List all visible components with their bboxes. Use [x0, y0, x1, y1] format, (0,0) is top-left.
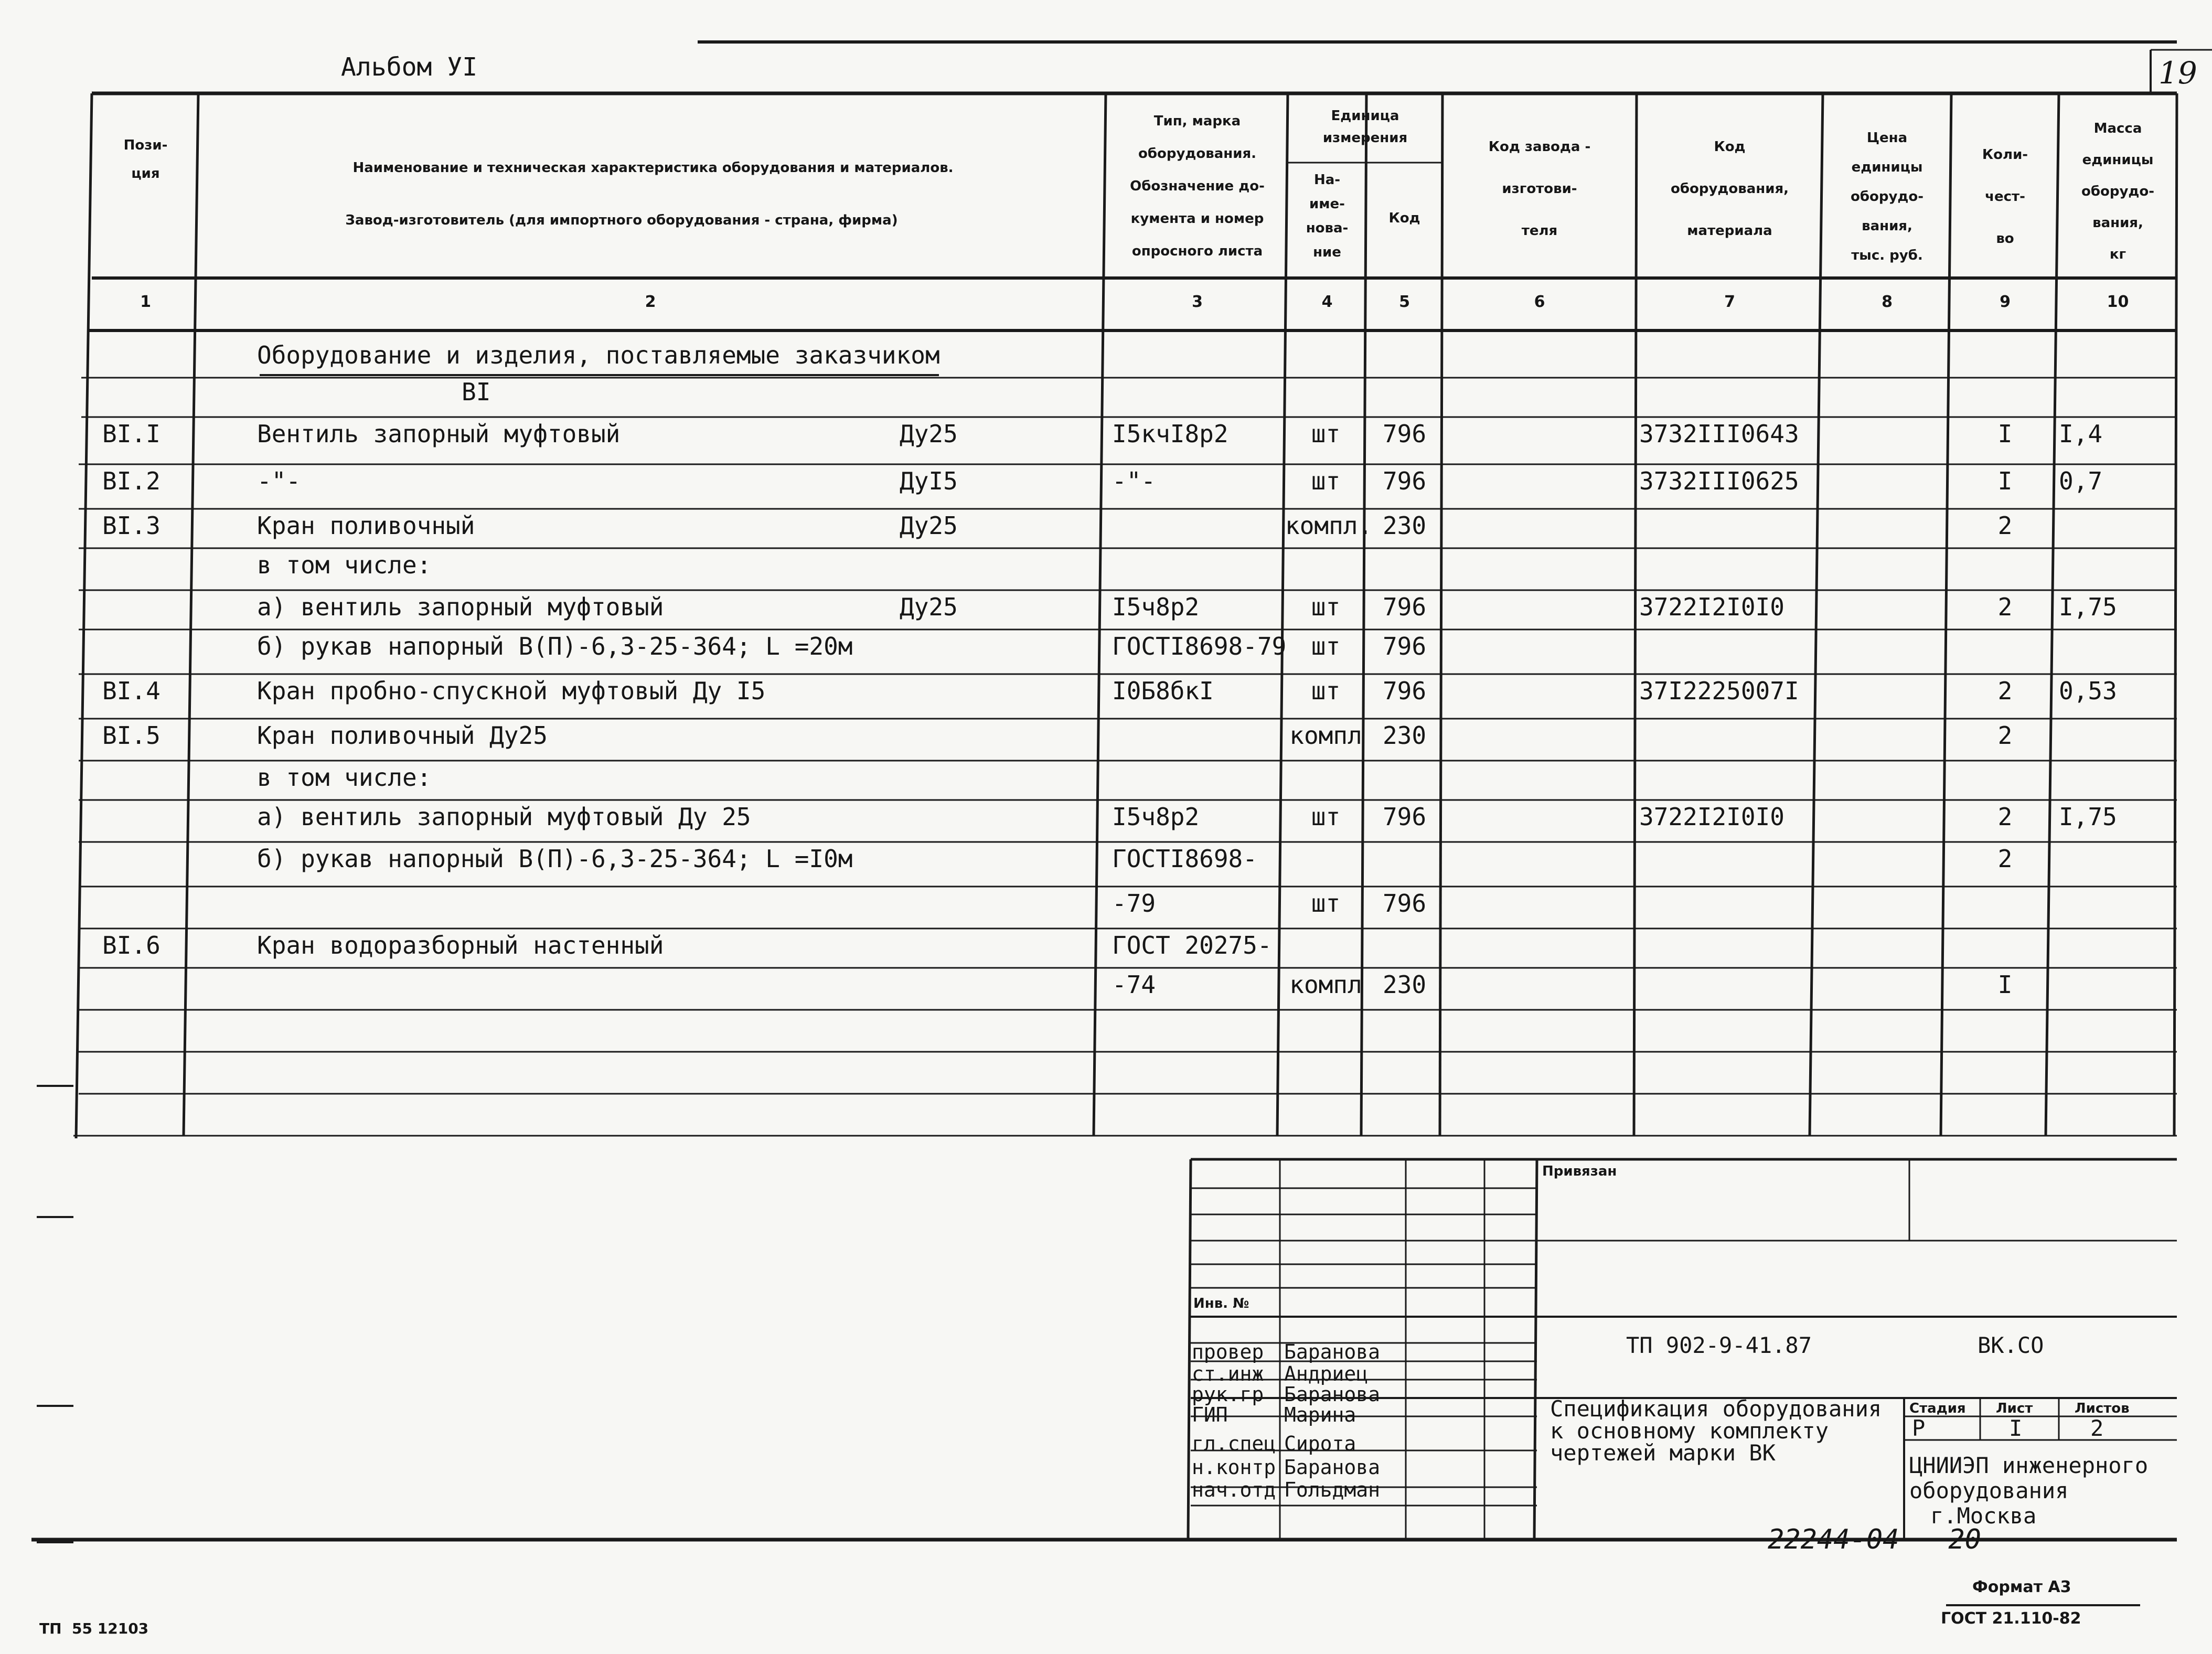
- format-label: Формат А3: [1972, 1578, 2071, 1596]
- cell-qty: I: [1997, 467, 2013, 495]
- role-name: Баранова: [1284, 1340, 1381, 1363]
- inv-no-label: Инв. №: [1193, 1296, 1249, 1311]
- tp-label: ТП 55 12103: [39, 1620, 149, 1637]
- cell-code: 230: [1382, 511, 1427, 540]
- cell-type: I5кчI8р2: [1112, 420, 1228, 448]
- cell-name: ВI: [462, 378, 491, 406]
- cell-pos: ВI.I: [102, 420, 161, 448]
- header-col1: Пози- ция: [123, 137, 168, 182]
- cell-name: Вентиль запорный муфтовый: [257, 420, 621, 448]
- cell-qty: 2: [1997, 845, 2013, 873]
- sheets-value: 2: [2090, 1415, 2104, 1441]
- cell-code: 796: [1382, 467, 1427, 495]
- cell-type: -79: [1112, 889, 1156, 917]
- role-name: Сирота: [1284, 1432, 1356, 1455]
- cell-dn: Ду25: [900, 593, 958, 621]
- cell-unit: шт: [1311, 803, 1341, 831]
- header-col8: Цена единицы оборудо- вания, тыс. руб.: [1850, 130, 1924, 263]
- cell-code: 230: [1382, 970, 1427, 999]
- cell-pos: ВI.2: [102, 467, 161, 495]
- role-label: ст.инж: [1192, 1362, 1264, 1385]
- role-label: ГИП: [1192, 1403, 1228, 1426]
- cell-qty: 2: [1997, 677, 2013, 705]
- cell-code: 796: [1382, 677, 1427, 705]
- cell-qty: 2: [1997, 511, 2013, 540]
- cell-name: б) рукав напорный В(П)-6,3-25-364; L =I0м: [257, 845, 853, 873]
- cell-type: I5ч8р2: [1112, 803, 1200, 831]
- privyazan-label: Привязан: [1542, 1164, 1617, 1179]
- cell-name: Кран поливочный: [257, 511, 475, 540]
- header-col10: Масса единицы оборудо- вания, кг: [2081, 121, 2155, 262]
- stage-value: Р: [1912, 1415, 1926, 1441]
- cell-unit: шт: [1311, 420, 1341, 448]
- colnum-3: 3: [1192, 293, 1203, 311]
- cell-pos: ВI.6: [102, 931, 161, 959]
- cell-pos: ВI.4: [102, 677, 161, 705]
- role-label: рук.гр: [1192, 1383, 1264, 1406]
- role-name: Гольдман: [1284, 1478, 1381, 1501]
- colnum-1: 1: [140, 293, 151, 311]
- cell-equip-code: 3722I2I0I0: [1639, 593, 1784, 621]
- colnum-10: 10: [2107, 293, 2129, 311]
- cell-type: ГОСТI8698-: [1112, 845, 1257, 873]
- cell-qty: 2: [1997, 593, 2013, 621]
- role-name: Баранова: [1284, 1456, 1381, 1479]
- project-code: ТП 902-9-41.87: [1626, 1332, 1812, 1358]
- role-label: н.контр: [1192, 1456, 1276, 1479]
- sheet-label: Лист: [1996, 1401, 2033, 1416]
- colnum-7: 7: [1724, 293, 1735, 311]
- cell-dn: ДуI5: [900, 467, 958, 495]
- role-name: Андриец: [1284, 1362, 1369, 1385]
- cell-mass: 0,53: [2059, 677, 2117, 705]
- album-label: Альбом УІ: [341, 52, 478, 82]
- cell-qty: 2: [1997, 803, 2013, 831]
- cell-equip-code: 3732III0643: [1639, 420, 1799, 448]
- cell-unit: компл: [1289, 721, 1362, 750]
- cell-name: в том числе:: [257, 763, 432, 792]
- cell-equip-code: 3722I2I0I0: [1639, 803, 1784, 831]
- colnum-8: 8: [1882, 293, 1893, 311]
- sheet-value: I: [2009, 1415, 2023, 1441]
- cell-unit: компл: [1289, 970, 1362, 999]
- role-label: нач.отд: [1192, 1478, 1276, 1501]
- cell-mass: I,75: [2059, 803, 2117, 831]
- cell-qty: I: [1997, 970, 2013, 999]
- cell-mass: I,4: [2059, 420, 2103, 448]
- cell-qty: I: [1997, 420, 2013, 448]
- sheets-label: Листов: [2075, 1401, 2130, 1416]
- cell-unit: компл.: [1285, 511, 1373, 540]
- cell-mass: I,75: [2059, 593, 2117, 621]
- header-col5: Код: [1388, 210, 1420, 226]
- cell-name: -"-: [257, 467, 301, 495]
- cell-equip-code: 37I2225007I: [1639, 677, 1799, 705]
- header-col2: Наименование и техническая характеристика оборудования и материалов. Завод-изготовитель (для импортного оборудования - страна, фирма): [345, 160, 954, 228]
- cell-unit: шт: [1311, 632, 1341, 660]
- cell-code: 796: [1382, 803, 1427, 831]
- cell-name: в том числе:: [257, 551, 432, 579]
- cell-type: I5ч8р2: [1112, 593, 1200, 621]
- cell-dn: Ду25: [900, 420, 958, 448]
- cell-name: б) рукав напорный В(П)-6,3-25-364; L =20м: [257, 632, 853, 660]
- cell-type: ГОСТI8698-79: [1112, 632, 1287, 660]
- cell-pos: ВI.5: [102, 721, 161, 750]
- document-mark: ВК.СО: [1978, 1332, 2044, 1358]
- cell-unit: шт: [1311, 889, 1341, 917]
- gost-label: ГОСТ 21.110-82: [1941, 1609, 2081, 1628]
- role-name: Марина: [1284, 1403, 1356, 1426]
- cell-unit: шт: [1311, 467, 1341, 495]
- cell-equip-code: 3732III0625: [1639, 467, 1799, 495]
- cell-code: 796: [1382, 420, 1427, 448]
- cell-dn: Ду25: [900, 511, 958, 540]
- cell-qty: 2: [1997, 721, 2013, 750]
- cell-name: а) вентиль запорный муфтовый: [257, 593, 664, 621]
- cell-type: -"-: [1112, 467, 1156, 495]
- cell-name: Оборудование и изделия, поставляемые заказчиком: [257, 341, 940, 369]
- order-number: 22244-04 20: [1768, 1524, 1981, 1555]
- cell-name: Кран водоразборный настенный: [257, 931, 664, 959]
- stage-label: Стадия: [1909, 1401, 1966, 1416]
- header-unit: Единица измерения: [1322, 108, 1408, 146]
- cell-name: а) вентиль запорный муфтовый Ду 25: [257, 803, 751, 831]
- cell-code: 796: [1382, 889, 1427, 917]
- colnum-9: 9: [2000, 293, 2011, 311]
- cell-type: ГОСТ 20275-: [1112, 931, 1272, 959]
- document-title: Спецификация оборудования к основному комплекту чертежей марки ВК: [1550, 1396, 1882, 1466]
- role-name: Баранова: [1284, 1383, 1381, 1406]
- cell-code: 796: [1382, 632, 1427, 660]
- colnum-2: 2: [645, 293, 656, 311]
- colnum-5: 5: [1399, 293, 1410, 311]
- role-label: провер: [1192, 1340, 1264, 1363]
- role-label: гл.спец: [1192, 1432, 1276, 1455]
- cell-mass: 0,7: [2059, 467, 2103, 495]
- cell-code: 796: [1382, 593, 1427, 621]
- header-col7: Код оборудования, материала: [1670, 139, 1789, 239]
- header-col6: Код завода - изготови- теля: [1488, 139, 1591, 239]
- cell-type: I0Б8бкI: [1112, 677, 1214, 705]
- organization: ЦНИИЭП инженерного оборудования г.Москва: [1909, 1453, 2149, 1529]
- header-col9: Коли- чест- во: [1982, 147, 2028, 247]
- colnum-4: 4: [1321, 293, 1333, 311]
- cell-type: -74: [1112, 970, 1156, 999]
- header-col3: Тип, марка оборудования. Обозначение до- кумента и номер опросного листа: [1130, 113, 1265, 259]
- header-col4: На- име- нова- ние: [1306, 172, 1349, 260]
- cell-code: 230: [1382, 721, 1427, 750]
- cell-name: Кран поливочный Ду25: [257, 721, 548, 750]
- cell-name: Кран пробно-спускной муфтовый Ду I5: [257, 677, 766, 705]
- cell-unit: шт: [1311, 593, 1341, 621]
- cell-pos: ВI.3: [102, 511, 161, 540]
- sheet-number: 19: [2158, 55, 2197, 91]
- colnum-6: 6: [1534, 293, 1545, 311]
- cell-unit: шт: [1311, 677, 1341, 705]
